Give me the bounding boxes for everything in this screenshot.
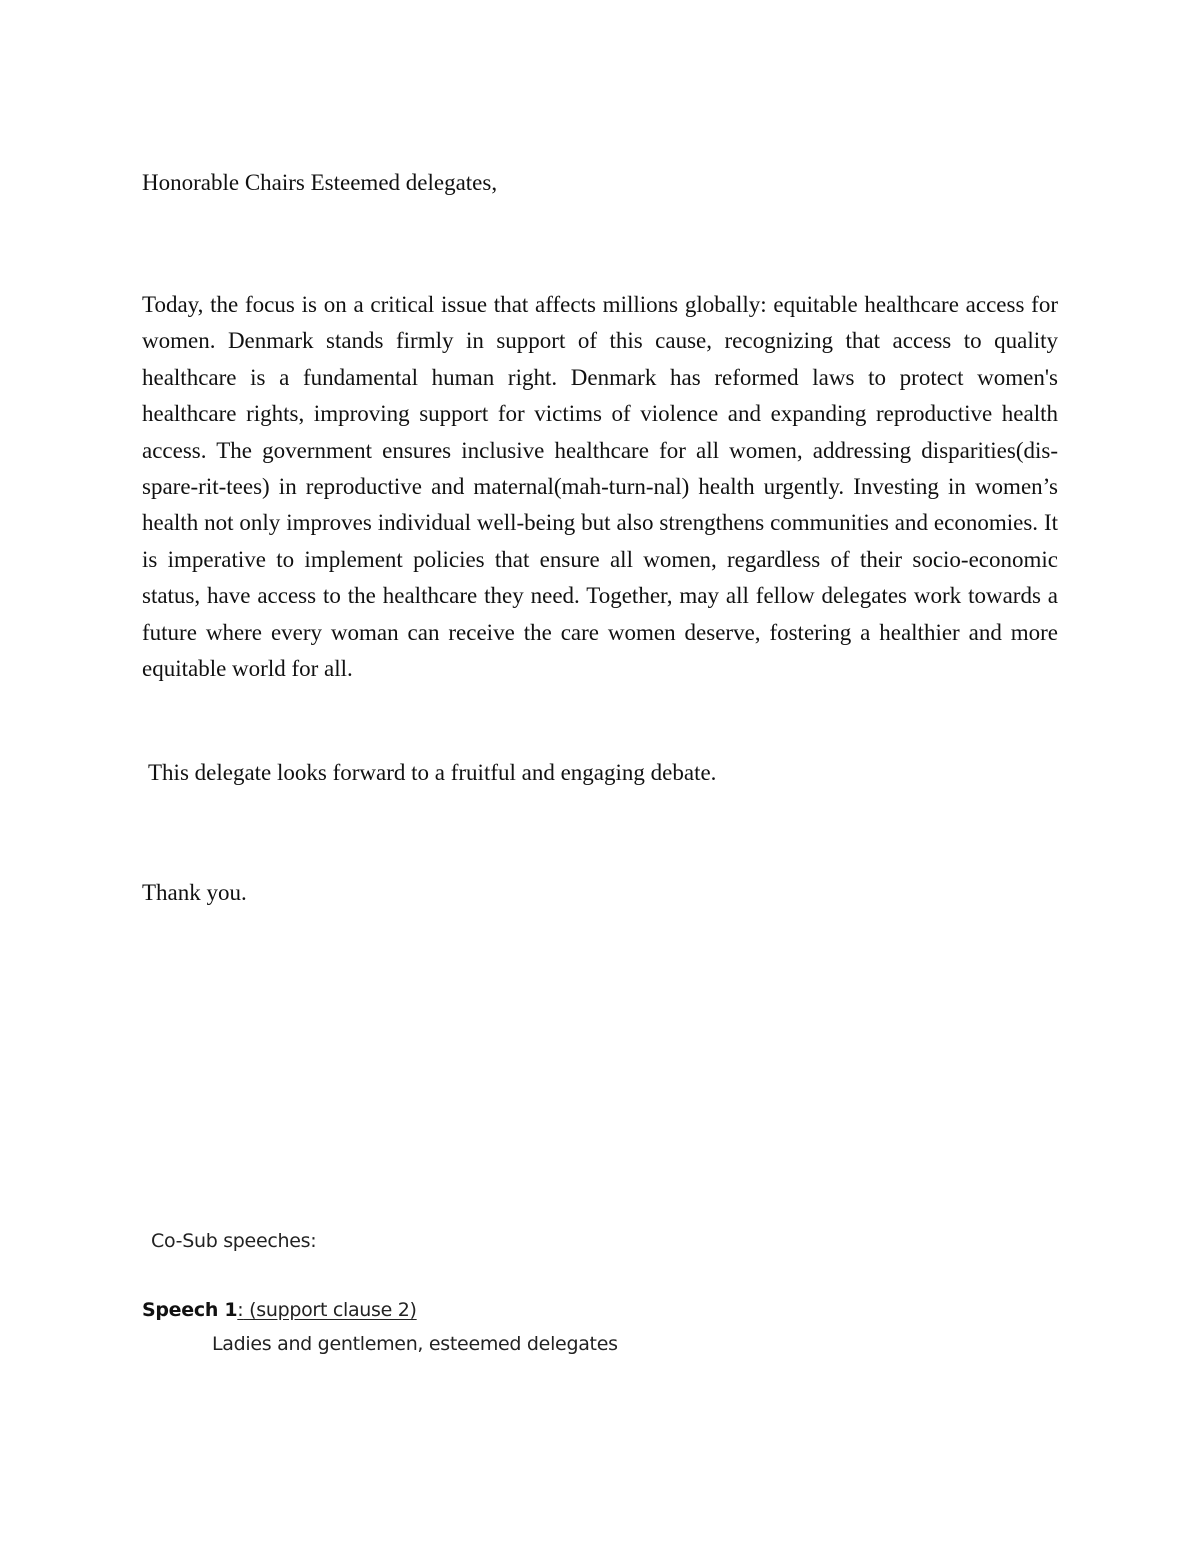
speech-1-label: Speech 1 xyxy=(142,1299,238,1321)
speech-1-clause: (support clause 2) xyxy=(243,1299,417,1321)
speech-1-opening-line: Ladies and gentlemen, esteemed delegates xyxy=(212,1333,618,1355)
speech-1-separator: : xyxy=(237,1299,244,1321)
closing-line: This delegate looks forward to a fruitful and engaging debate. xyxy=(148,760,717,785)
speech-body-paragraph: Today, the focus is on a critical issue that affects millions globally: equitable healthcare access for women. Denmark stands firmly in support of this cause, recognizing that access to quality healthcare is a fundamental human right. Denmark has reformed laws to protect women's healthcare rights, improving support for victims of violence and expanding reproductive health access. The government ensures inclusive healthcare for all women, addressing disparities(dis-spare-rit-tees) in reproductive and maternal(mah-turn-nal) health urgently. Investing in women’s health not only improves individual well-being but also strengthens communities and economies. It is imperative to implement policies that ensure all women, regardless of their socio-economic status, have access to the healthcare they need. Together, may all fellow delegates work towards a future where every woman can receive the care women deserve, fostering a healthier and more equitable world for all. xyxy=(142,292,1058,682)
salutation: Honorable Chairs Esteemed delegates, xyxy=(142,170,498,195)
co-sub-speeches-heading: Co-Sub speeches: xyxy=(151,1230,317,1252)
speech-1-heading xyxy=(142,1296,417,1324)
thank-you-line: Thank you. xyxy=(142,880,247,905)
